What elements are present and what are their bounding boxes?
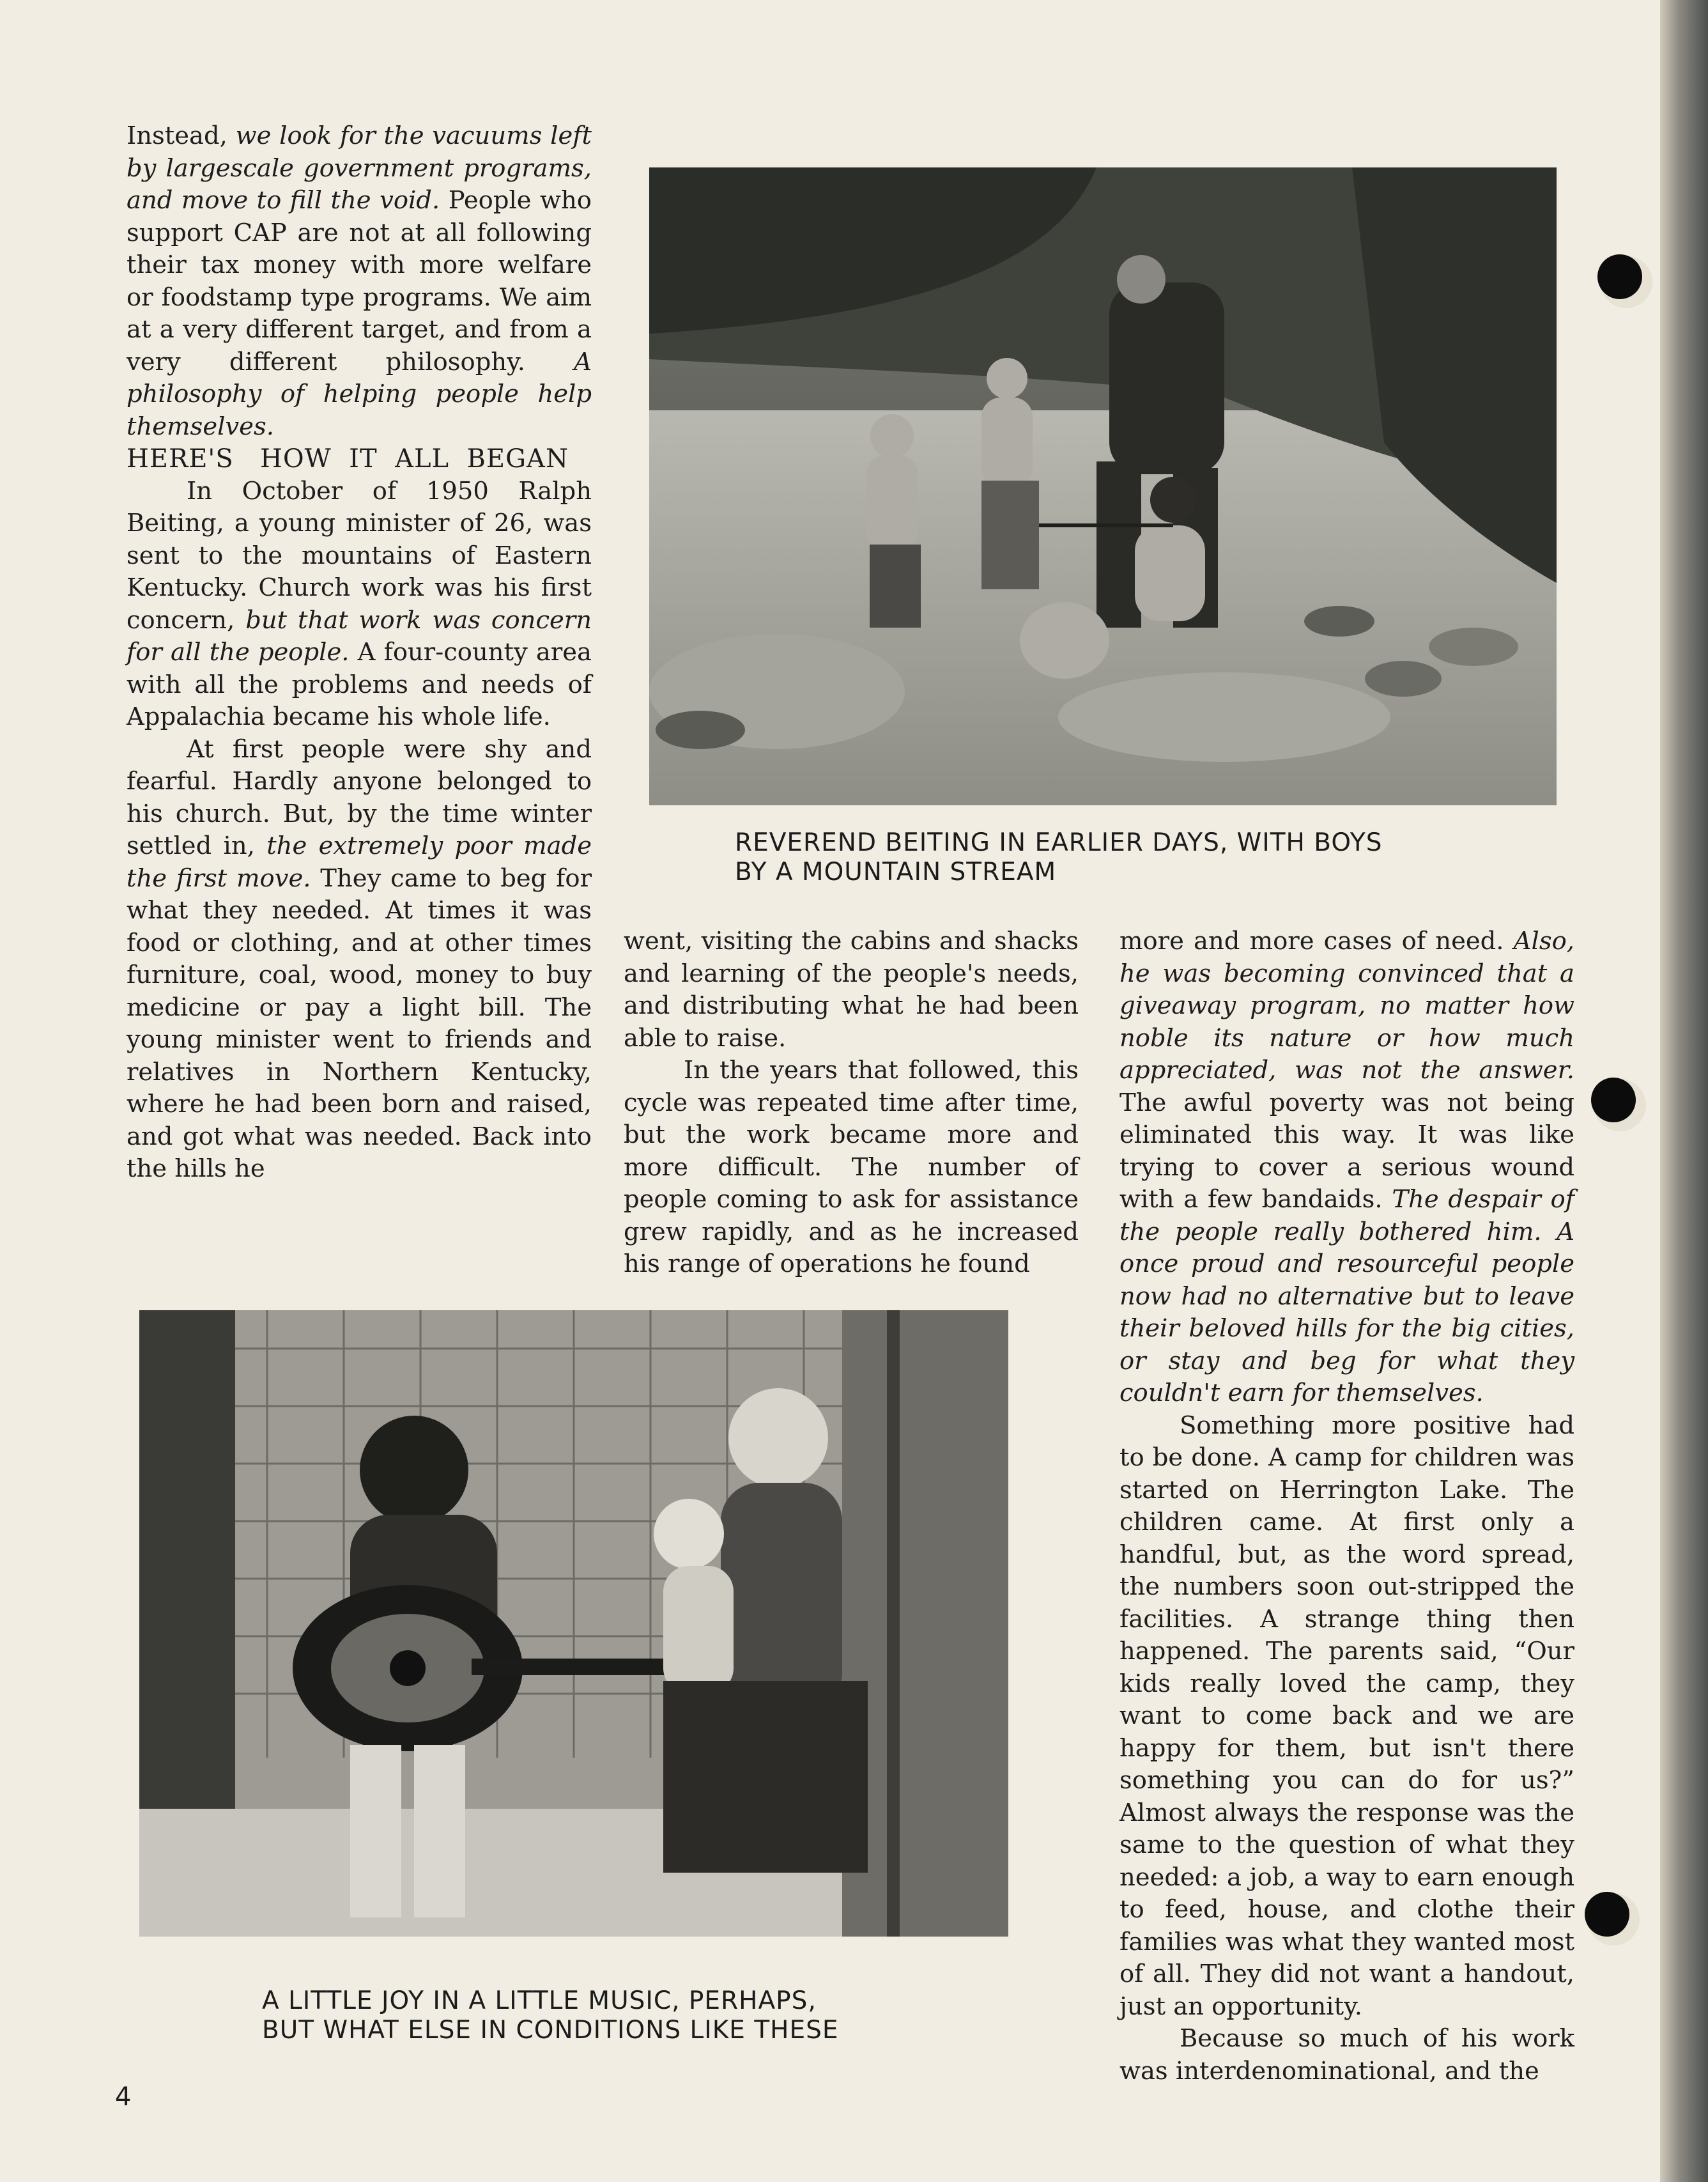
section-heading: HERE'S HOW IT ALL BEGAN <box>127 444 569 474</box>
caption-top-photo: REVEREND BEITING IN EARLIER DAYS, WITH BOYS BY A MOUNTAIN STREAM <box>735 828 1383 886</box>
paragraph-intro: Instead, we look for the vacuums left by largescale government programs, and move to fill the void. People who support CAP are not at all following their tax money with more welfare or foodstamp type programs. We aim at a very different target, and from a very different philosophy. A philosophy of helping people help themselves. <box>127 121 592 441</box>
caption-bottom-photo: A LITTLE JOY IN A LITTLE MUSIC, PERHAPS, BUT WHAT ELSE IN CONDITIONS LIKE THESE <box>262 1986 839 2045</box>
punch-hole-top <box>1597 254 1642 299</box>
page-number: 4 <box>115 2082 132 2112</box>
paragraph-camp: Something more positive had to be done. A camp for children was started on Herrington Lake. The children came. At first only a handful, but, as the word spread, the numbers soon out-stripped the facilities. A strange thing then happened. The parents said, “Our kids really loved the camp, they want to come back and we are happy for them, but isn't there something you can do for us?” Almost always the response was the same to the question of what they needed: a job, a way to earn enough to feed, house, and clothe their families was what they wanted most of all. They did not want a handout, just an opportunity. <box>1119 1411 1574 2021</box>
paragraph-interdenominational: Because so much of his work was interdenominational, and the <box>1119 2024 1574 2085</box>
paragraph-visiting: went, visiting the cabins and shacks and learning of the people's needs, and distributing what he had been able to raise. <box>624 927 1079 1053</box>
paragraph-years-followed: In the years that followed, this cycle was repeated time after time, but the work became more and more difficult. The number of people coming to ask for assistance grew rapidly, and as he increased his range of operations he found <box>624 1056 1079 1278</box>
punch-hole-middle <box>1591 1078 1636 1122</box>
punch-hole-bottom <box>1585 1892 1629 1937</box>
photo-stream <box>649 167 1557 805</box>
column-left <box>127 120 592 1186</box>
paragraph-more-need: more and more cases of need. Also, he was becoming convinced that a giveaway program, no matter how noble its nature or how much appreciated, was not the answer. The awful poverty was not being eliminated this way. It was like trying to cover a serious wound with a few bandaids. The despair of the people really bothered him. A once proud and resourceful people now had no alternative but to leave their beloved hills for the big cities, or stay and beg for what they couldn't earn for themselves. <box>1119 927 1574 1407</box>
music-scene-image <box>139 1310 1008 1937</box>
paragraph-beginning: In October of 1950 Ralph Beiting, a young minister of 26, was sent to the mountains of Eastern Kentucky. Church work was his first concern, but that work was concern for all the people. A four-county area with all the problems and needs of Appalachia became his whole life. <box>127 476 592 731</box>
column-right <box>1119 925 1574 2087</box>
paragraph-first-people: At first people were shy and fearful. Hardly anyone belonged to his church. But, by the time winter settled in, the extremely poor made the first move. They came to beg for what they needed. At times it was food or clothing, and at other times furniture, coal, wood, money to buy medicine or pay a light bill. The young minister went to friends and relatives in Northern Kentucky, where he had been born and raised, and got what was needed. Back into the hills he <box>127 734 592 1183</box>
stream-scene-image <box>649 167 1557 805</box>
photo-music <box>139 1310 1008 1937</box>
binding-edge <box>1660 0 1708 2182</box>
column-middle <box>624 925 1079 1281</box>
